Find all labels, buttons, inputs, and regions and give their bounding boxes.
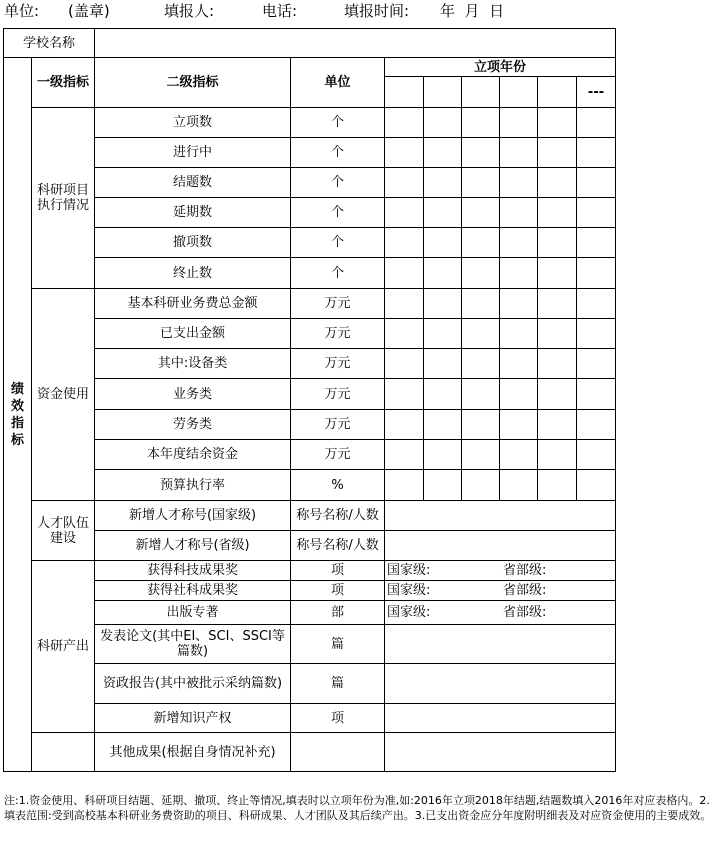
data-cell[interactable]: [462, 138, 500, 168]
data-cell[interactable]: [577, 349, 616, 379]
col-year-header: 立项年份: [385, 58, 616, 77]
data-cell[interactable]: [577, 470, 616, 501]
group-fund-usage: 资金使用: [32, 289, 95, 501]
row-unit: 万元: [291, 289, 385, 319]
year-more-cell: ---: [577, 77, 616, 108]
year-cell[interactable]: [462, 77, 500, 108]
data-cell[interactable]: [424, 198, 462, 228]
merged-data-cell[interactable]: [385, 531, 616, 561]
data-cell[interactable]: [424, 379, 462, 410]
data-cell[interactable]: [538, 379, 577, 410]
data-cell[interactable]: [538, 289, 577, 319]
data-cell[interactable]: [538, 440, 577, 470]
data-cell[interactable]: [385, 410, 424, 440]
data-cell[interactable]: [424, 470, 462, 501]
row-label: 终止数: [95, 258, 291, 289]
row-unit: 万元: [291, 410, 385, 440]
data-cell[interactable]: [424, 258, 462, 289]
row-label: 发表论文(其中EI、SCI、SSCI等篇数): [95, 625, 291, 664]
row-label: 劳务类: [95, 410, 291, 440]
data-cell[interactable]: [424, 228, 462, 258]
data-cell[interactable]: [500, 379, 538, 410]
row-label: 其中:设备类: [95, 349, 291, 379]
performance-form-table: [3, 28, 616, 772]
level-cell[interactable]: [385, 601, 616, 625]
data-cell[interactable]: [462, 258, 500, 289]
data-cell[interactable]: [385, 258, 424, 289]
data-cell[interactable]: [577, 379, 616, 410]
row-label: 出版专著: [95, 601, 291, 625]
row-unit: [291, 733, 385, 772]
col-level2-header: 二级指标: [95, 58, 291, 108]
data-cell[interactable]: [500, 168, 538, 198]
row-label: 立项数: [95, 108, 291, 138]
year-cell[interactable]: [500, 77, 538, 108]
data-cell[interactable]: [385, 470, 424, 501]
data-cell[interactable]: [500, 138, 538, 168]
data-cell[interactable]: [462, 168, 500, 198]
data-cell[interactable]: [385, 319, 424, 349]
data-cell[interactable]: [424, 319, 462, 349]
row-label: 新增人才称号(国家级): [95, 501, 291, 531]
data-cell[interactable]: [424, 440, 462, 470]
row-unit: 篇: [291, 625, 385, 664]
data-cell[interactable]: [385, 198, 424, 228]
data-cell[interactable]: [462, 228, 500, 258]
row-label: 结题数: [95, 168, 291, 198]
data-cell[interactable]: [424, 289, 462, 319]
data-cell[interactable]: [462, 410, 500, 440]
data-cell[interactable]: [385, 138, 424, 168]
data-cell[interactable]: [462, 319, 500, 349]
data-cell[interactable]: [577, 440, 616, 470]
row-unit: 个: [291, 138, 385, 168]
row-unit: 个: [291, 258, 385, 289]
data-cell[interactable]: [500, 319, 538, 349]
level-cell[interactable]: [385, 561, 616, 581]
data-cell[interactable]: [577, 319, 616, 349]
data-cell[interactable]: [577, 228, 616, 258]
data-cell[interactable]: [462, 349, 500, 379]
data-cell[interactable]: [577, 198, 616, 228]
data-cell[interactable]: [424, 108, 462, 138]
data-cell[interactable]: [385, 168, 424, 198]
data-cell[interactable]: [577, 168, 616, 198]
data-cell[interactable]: [424, 410, 462, 440]
data-cell[interactable]: [385, 440, 424, 470]
data-cell[interactable]: [385, 379, 424, 410]
group-research-output: 科研产出: [32, 561, 95, 733]
data-cell[interactable]: [500, 289, 538, 319]
data-cell[interactable]: [424, 168, 462, 198]
phone-label: 电话:: [262, 2, 298, 20]
merged-data-cell[interactable]: [385, 625, 616, 664]
merged-data-cell[interactable]: [385, 664, 616, 704]
row-unit: 个: [291, 108, 385, 138]
data-cell[interactable]: [500, 198, 538, 228]
data-cell[interactable]: [462, 198, 500, 228]
seal-label: (盖章): [68, 2, 110, 20]
data-cell[interactable]: [500, 258, 538, 289]
national-level-label: 国家级:: [387, 563, 431, 578]
data-cell[interactable]: [424, 349, 462, 379]
unit-label: 单位:: [4, 2, 40, 20]
data-cell[interactable]: [538, 168, 577, 198]
data-cell[interactable]: [500, 440, 538, 470]
row-label: 预算执行率: [95, 470, 291, 501]
year-cell[interactable]: [424, 77, 462, 108]
row-unit: 个: [291, 198, 385, 228]
merged-data-cell[interactable]: [385, 733, 616, 772]
school-name-label: 学校名称: [4, 29, 95, 58]
group-research-projects: 科研项目执行情况: [32, 108, 95, 289]
data-cell[interactable]: [538, 319, 577, 349]
date-value: 年 月 日: [440, 2, 505, 20]
data-cell[interactable]: [577, 410, 616, 440]
year-cell[interactable]: [538, 77, 577, 108]
date-label: 填报时间:: [344, 2, 410, 20]
blank-level1-cell: [32, 733, 95, 772]
row-unit: 项: [291, 561, 385, 581]
row-label: 本年度结余资金: [95, 440, 291, 470]
level-cell[interactable]: [385, 581, 616, 601]
row-unit: 称号名称/人数: [291, 501, 385, 531]
data-cell[interactable]: [577, 258, 616, 289]
row-label: 已支出金额: [95, 319, 291, 349]
row-label: 资政报告(其中被批示采纳篇数): [95, 664, 291, 704]
data-cell[interactable]: [500, 349, 538, 379]
row-unit: 项: [291, 581, 385, 601]
row-unit: 部: [291, 601, 385, 625]
data-cell[interactable]: [462, 379, 500, 410]
row-unit: 称号名称/人数: [291, 531, 385, 561]
data-cell[interactable]: [500, 108, 538, 138]
data-cell[interactable]: [424, 138, 462, 168]
filler-label: 填报人:: [164, 2, 215, 20]
performance-indicator-label: 绩 效 指 标: [4, 58, 32, 772]
row-label: 获得科技成果奖: [95, 561, 291, 581]
data-cell[interactable]: [462, 108, 500, 138]
data-cell[interactable]: [385, 228, 424, 258]
data-cell[interactable]: [577, 289, 616, 319]
row-unit: %: [291, 470, 385, 501]
data-cell[interactable]: [462, 440, 500, 470]
data-cell[interactable]: [538, 108, 577, 138]
data-cell[interactable]: [538, 228, 577, 258]
provincial-level-label: 省部级:: [503, 583, 547, 598]
year-cell[interactable]: [385, 77, 424, 108]
form-header: [4, 0, 724, 24]
row-label: 业务类: [95, 379, 291, 410]
data-cell[interactable]: [538, 258, 577, 289]
data-cell[interactable]: [385, 289, 424, 319]
row-label: 新增知识产权: [95, 704, 291, 733]
group-talent-team: 人才队伍建设: [32, 501, 95, 561]
row-label: 基本科研业务费总金额: [95, 289, 291, 319]
data-cell[interactable]: [577, 138, 616, 168]
national-level-label: 国家级:: [387, 605, 431, 620]
data-cell[interactable]: [538, 349, 577, 379]
provincial-level-label: 省部级:: [503, 605, 547, 620]
data-cell[interactable]: [538, 470, 577, 501]
data-cell[interactable]: [385, 108, 424, 138]
data-cell[interactable]: [385, 349, 424, 379]
row-unit: 万元: [291, 440, 385, 470]
data-cell[interactable]: [462, 470, 500, 501]
row-label: 获得社科成果奖: [95, 581, 291, 601]
data-cell[interactable]: [500, 410, 538, 440]
row-label: 撤项数: [95, 228, 291, 258]
merged-data-cell[interactable]: [385, 501, 616, 531]
merged-data-cell[interactable]: [385, 704, 616, 733]
row-label: 新增人才称号(省级): [95, 531, 291, 561]
row-unit: 万元: [291, 319, 385, 349]
row-label: 延期数: [95, 198, 291, 228]
data-cell[interactable]: [500, 470, 538, 501]
row-unit: 个: [291, 228, 385, 258]
national-level-label: 国家级:: [387, 583, 431, 598]
data-cell[interactable]: [538, 198, 577, 228]
data-cell[interactable]: [577, 108, 616, 138]
row-label: 其他成果(根据自身情况补充): [95, 733, 291, 772]
data-cell[interactable]: [538, 138, 577, 168]
row-unit: 万元: [291, 349, 385, 379]
data-cell[interactable]: [462, 289, 500, 319]
col-level1-header: 一级指标: [32, 58, 95, 108]
row-unit: 篇: [291, 664, 385, 704]
col-unit-header: 单位: [291, 58, 385, 108]
provincial-level-label: 省部级:: [503, 563, 547, 578]
row-unit: 万元: [291, 379, 385, 410]
data-cell[interactable]: [500, 228, 538, 258]
school-name-field[interactable]: [95, 29, 616, 58]
data-cell[interactable]: [538, 410, 577, 440]
row-unit: 项: [291, 704, 385, 733]
form-notes: 注:1.资金使用、科研项目结题、延期、撤项、终止等情况,填表时以立项年份为准,如:2016年立项2018年结题,结题数填入2016年对应表格内。2.填表范围:受到高校基本科研业务费资助的项目、科研成果、人才团队及其后续产出。3.已支出资金应分年度附明细表及对应资金使用的主要成效。: [4, 794, 712, 822]
row-label: 进行中: [95, 138, 291, 168]
row-unit: 个: [291, 168, 385, 198]
